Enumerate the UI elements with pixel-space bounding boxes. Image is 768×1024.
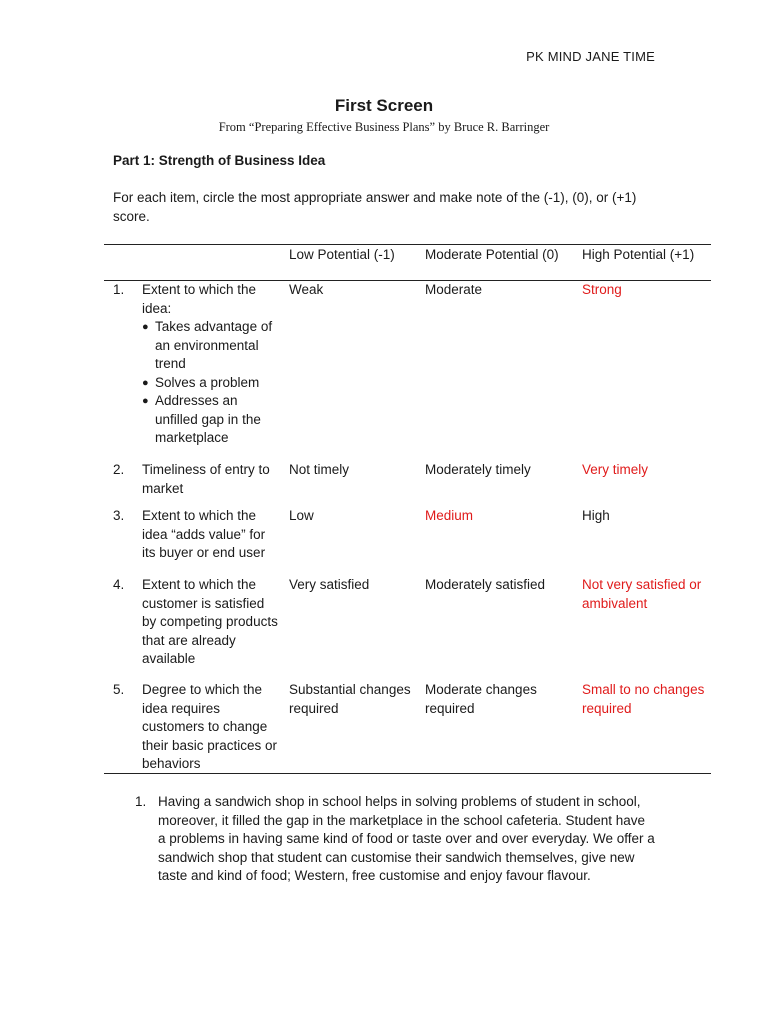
bullet-item: ● Takes advantage of an environmental trend — [142, 318, 279, 374]
header-moderate-potential: Moderate Potential (0) — [425, 247, 559, 262]
cell-low: Low — [289, 508, 314, 523]
header-high-potential: High Potential (+1) — [582, 247, 695, 262]
row-criterion: Extent to which the idea “adds value” for its buyer or end user — [142, 508, 266, 560]
row-criterion: Timeliness of entry to market — [142, 462, 270, 496]
cell-high: High — [582, 508, 610, 523]
cell-low: Very satisfied — [289, 577, 370, 592]
cell-high: Strong — [582, 282, 622, 297]
section-heading: Part 1: Strength of Business Idea — [113, 153, 326, 168]
bullet-item: ● Solves a problem — [142, 374, 279, 393]
table-top-rule — [104, 244, 711, 245]
row-number: 4. — [113, 577, 125, 592]
row-number: 1. — [113, 282, 125, 297]
header-low-potential: Low Potential (-1) — [289, 247, 395, 262]
answer-paragraph — [135, 793, 655, 886]
row-criterion: Extent to which the customer is satisfied by competing products that are already available — [142, 577, 278, 666]
table-bottom-rule — [104, 773, 711, 774]
instructions-text: For each item, circle the most appropriate answer and make note of the (-1), (0), or (+1) score. — [113, 190, 637, 224]
row-criterion: Degree to which the idea requires customers to change their basic practices or behaviors — [142, 682, 278, 771]
answer-number: 1. — [135, 794, 147, 809]
cell-moderate: Moderately satisfied — [425, 577, 546, 592]
row-number: 5. — [113, 682, 125, 697]
source-citation: From “Preparing Effective Business Plans” by Bruce R. Barringer — [218, 120, 550, 134]
author-header: PK MIND JANE TIME — [526, 49, 655, 64]
row-criterion — [142, 281, 279, 448]
row-number: 2. — [113, 462, 125, 477]
cell-low: Substantial changes required — [289, 682, 411, 716]
cell-low: Weak — [289, 282, 324, 297]
cell-moderate: Moderate changes required — [425, 682, 537, 716]
cell-high: Not very satisfied or ambivalent — [582, 577, 702, 611]
cell-high: Small to no changes required — [582, 682, 705, 716]
cell-high: Very timely — [582, 462, 649, 477]
cell-moderate: Moderately timely — [425, 462, 531, 477]
criterion-bullet-list — [142, 318, 279, 448]
cell-low: Not timely — [289, 462, 350, 477]
bullet-item: ● Addresses an unfilled gap in the marketplace — [142, 392, 279, 448]
row-number: 3. — [113, 508, 125, 523]
cell-moderate: Moderate — [425, 282, 483, 297]
cell-moderate: Medium — [425, 508, 474, 523]
criterion-text: Extent to which the idea: — [142, 282, 257, 316]
answer-text: Having a sandwich shop in school helps in solving problems of student in school, moreover, it filled the gap in the marketplace in the school cafeteria. Student have a problems in having same kind of food or taste over and over everyday. We offer a sandwich shop that student can customise their sandwich themselves, give new taste and kind of food; Western, free customise and enjoy favour flavour. — [158, 794, 655, 883]
page-title: First Screen — [334, 96, 434, 115]
